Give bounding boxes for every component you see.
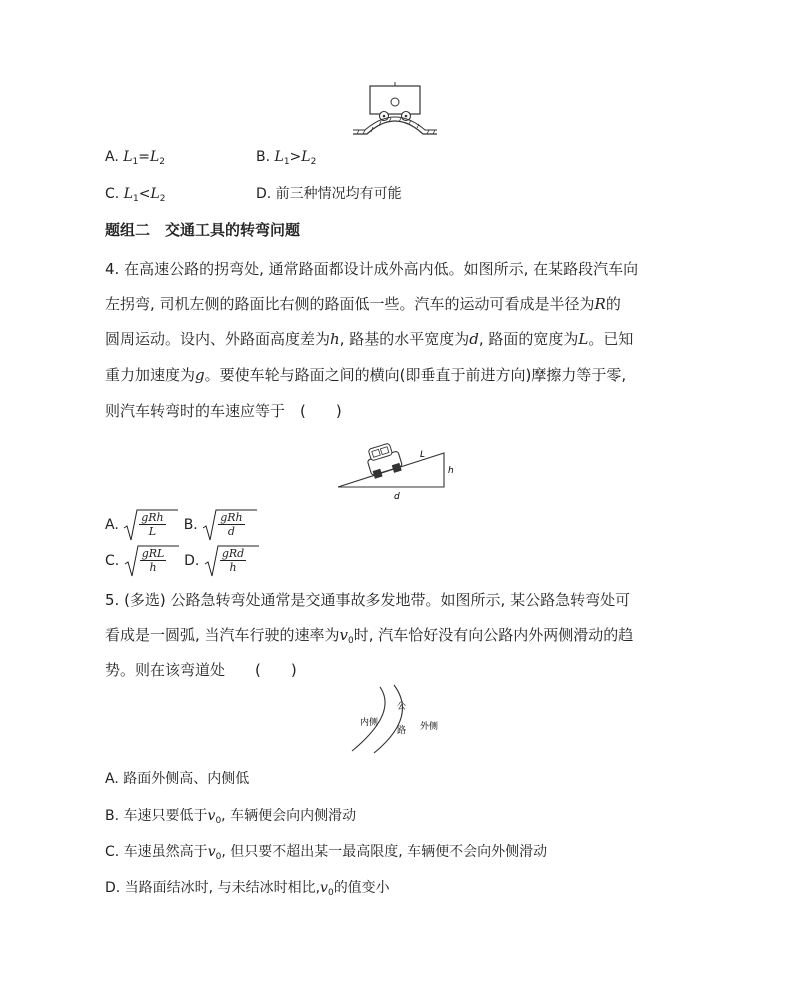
q4-var-L: L bbox=[578, 330, 589, 348]
q4-line-3-text-c: , 路面的宽度为 bbox=[478, 330, 579, 348]
section-title: 题组二 交通工具的转弯问题 bbox=[105, 221, 301, 239]
q4-option-a-den: L bbox=[148, 525, 157, 538]
q5-option-d-text-b: 的值变小 bbox=[333, 880, 390, 896]
option-c bbox=[105, 184, 165, 209]
option-a-prefix: A. bbox=[105, 149, 124, 165]
q4-option-d-prefix: D. bbox=[184, 553, 200, 569]
option-b-l2: L bbox=[301, 149, 311, 165]
option-b-s1: 1 bbox=[283, 157, 290, 167]
q4-var-R: R bbox=[594, 295, 606, 313]
q4-option-b-den: d bbox=[227, 525, 235, 538]
option-b bbox=[256, 147, 316, 172]
q4-var-d: d bbox=[469, 330, 479, 348]
q4-var-h: h bbox=[330, 330, 340, 348]
q5-option-c bbox=[105, 842, 547, 867]
q4-option-c-num: gRL bbox=[141, 547, 165, 560]
q4-option-cd bbox=[105, 544, 260, 578]
q5-line-2 bbox=[105, 624, 633, 652]
q5-option-c-text: C. 车速虽然高于 bbox=[105, 844, 208, 860]
q4-option-a-frac bbox=[139, 511, 165, 538]
q4-var-g: g bbox=[195, 366, 205, 384]
q4-line-5: 则汽车转弯时的车速应等于 ( ) bbox=[105, 402, 342, 420]
q4-option-c-prefix: C. bbox=[105, 553, 120, 569]
option-c-op: < bbox=[138, 186, 151, 202]
q4-option-a-sqrt bbox=[123, 508, 179, 542]
q4-option-b-frac bbox=[218, 511, 244, 538]
q4-line-4-text: 重力加速度为 bbox=[105, 366, 196, 384]
q5-option-b-sub: 0 bbox=[215, 816, 222, 826]
q4-option-d-sqrt bbox=[204, 544, 260, 578]
q5-option-d-text: D. 当路面结冰时, 与未结冰时相比, bbox=[105, 880, 321, 896]
q4-option-b-sqrt bbox=[202, 508, 258, 542]
q4-line-4 bbox=[105, 364, 626, 386]
q4-option-b-prefix: B. bbox=[183, 517, 198, 533]
option-b-l1: L bbox=[274, 149, 284, 165]
q4-option-d-den: h bbox=[229, 561, 237, 574]
option-b-prefix: B. bbox=[256, 149, 275, 165]
option-c-s1: 1 bbox=[132, 194, 139, 204]
option-a-s2: 2 bbox=[159, 157, 166, 167]
q4-option-d-num: gRd bbox=[221, 547, 245, 560]
option-b-op: > bbox=[289, 149, 302, 165]
q5-option-a: A. 路面外侧高、内侧低 bbox=[105, 771, 250, 787]
option-a bbox=[105, 147, 165, 172]
fig-label-outer: 外侧 bbox=[420, 722, 439, 732]
q4-line-3-text: 圆周运动。设内、外路面高度差为 bbox=[105, 330, 331, 348]
q5-var-v-sub: 0 bbox=[348, 636, 354, 646]
q5-var-v: v bbox=[339, 626, 349, 644]
q4-option-c-sqrt bbox=[124, 544, 180, 578]
q5-option-c-text-b: , 但只要不超出某一最高限度, 车辆便不会向外侧滑动 bbox=[221, 844, 548, 860]
option-c-s2: 2 bbox=[159, 194, 166, 204]
q4-line-2-text: 左拐弯, 司机左侧的路面比右侧的路面低一些。汽车的运动可看成是半径为 bbox=[105, 295, 595, 313]
q5-option-d bbox=[105, 878, 390, 903]
option-a-l2: L bbox=[150, 149, 160, 165]
q4-line-1: 4. 在高速公路的拐弯处, 通常路面都设计成外高内低。如图所示, 在某路段汽车向 bbox=[105, 260, 639, 278]
q5-option-c-sub: 0 bbox=[215, 852, 222, 862]
option-a-l1: L bbox=[123, 149, 133, 165]
fig-label-road-2: 路 bbox=[397, 726, 407, 736]
option-b-s2: 2 bbox=[310, 157, 317, 167]
option-d: D. 前三种情况均有可能 bbox=[256, 186, 402, 202]
option-c-l1: L bbox=[123, 186, 133, 202]
fig-label-inner: 内侧 bbox=[360, 718, 379, 728]
q5-option-d-v: v bbox=[320, 880, 328, 896]
fig-label-L: L bbox=[420, 450, 426, 460]
option-a-op: = bbox=[138, 149, 150, 165]
q5-option-d-sub: 0 bbox=[327, 888, 334, 898]
option-c-prefix: C. bbox=[105, 186, 124, 202]
q4-option-a-num: gRh bbox=[141, 511, 164, 524]
q5-option-b-text-b: , 车辆便会向内侧滑动 bbox=[221, 808, 357, 824]
q5-line-3: 势。则在该弯道处 ( ) bbox=[105, 661, 297, 679]
q4-line-2 bbox=[105, 293, 621, 315]
fig-label-road-1: 公 bbox=[397, 702, 407, 712]
q5-line-2-text-b: 时, 汽车恰好没有向公路内外两侧滑动的趋 bbox=[353, 626, 634, 644]
q4-line-4-text-b: 。要使车轮与路面之间的横向(即垂直于前进方向)摩擦力等于零, bbox=[204, 366, 627, 384]
cart-on-arch-figure bbox=[345, 78, 455, 138]
q4-option-a-prefix: A. bbox=[105, 517, 119, 533]
fig-label-d: d bbox=[394, 492, 400, 502]
option-a-s1: 1 bbox=[132, 157, 139, 167]
q4-option-c-den: h bbox=[149, 561, 157, 574]
q5-line-1: 5. (多选) 公路急转弯处通常是交通事故多发地带。如图所示, 某公路急转弯处可 bbox=[105, 591, 631, 609]
fig-label-h: h bbox=[448, 466, 454, 476]
q5-option-c-v: v bbox=[207, 844, 216, 860]
q5-option-b bbox=[105, 806, 356, 831]
q4-line-2-end: 的 bbox=[605, 295, 621, 313]
q4-line-3-text-d: 。已知 bbox=[588, 330, 634, 348]
q4-option-d-frac bbox=[220, 547, 246, 574]
q4-option-ab bbox=[105, 508, 258, 542]
option-c-l2: L bbox=[150, 186, 160, 202]
q5-line-2-text: 看成是一圆弧, 当汽车行驶的速率为 bbox=[105, 626, 340, 644]
q4-line-3-text-b: , 路基的水平宽度为 bbox=[339, 330, 470, 348]
q5-option-b-text: B. 车速只要低于 bbox=[105, 808, 208, 824]
incline-car-figure bbox=[336, 437, 462, 503]
q4-option-c-frac bbox=[140, 547, 167, 574]
q4-option-b-num: gRh bbox=[220, 511, 243, 524]
curved-road-figure bbox=[350, 683, 450, 755]
q5-option-b-v: v bbox=[207, 808, 216, 824]
q4-line-3 bbox=[105, 328, 633, 350]
